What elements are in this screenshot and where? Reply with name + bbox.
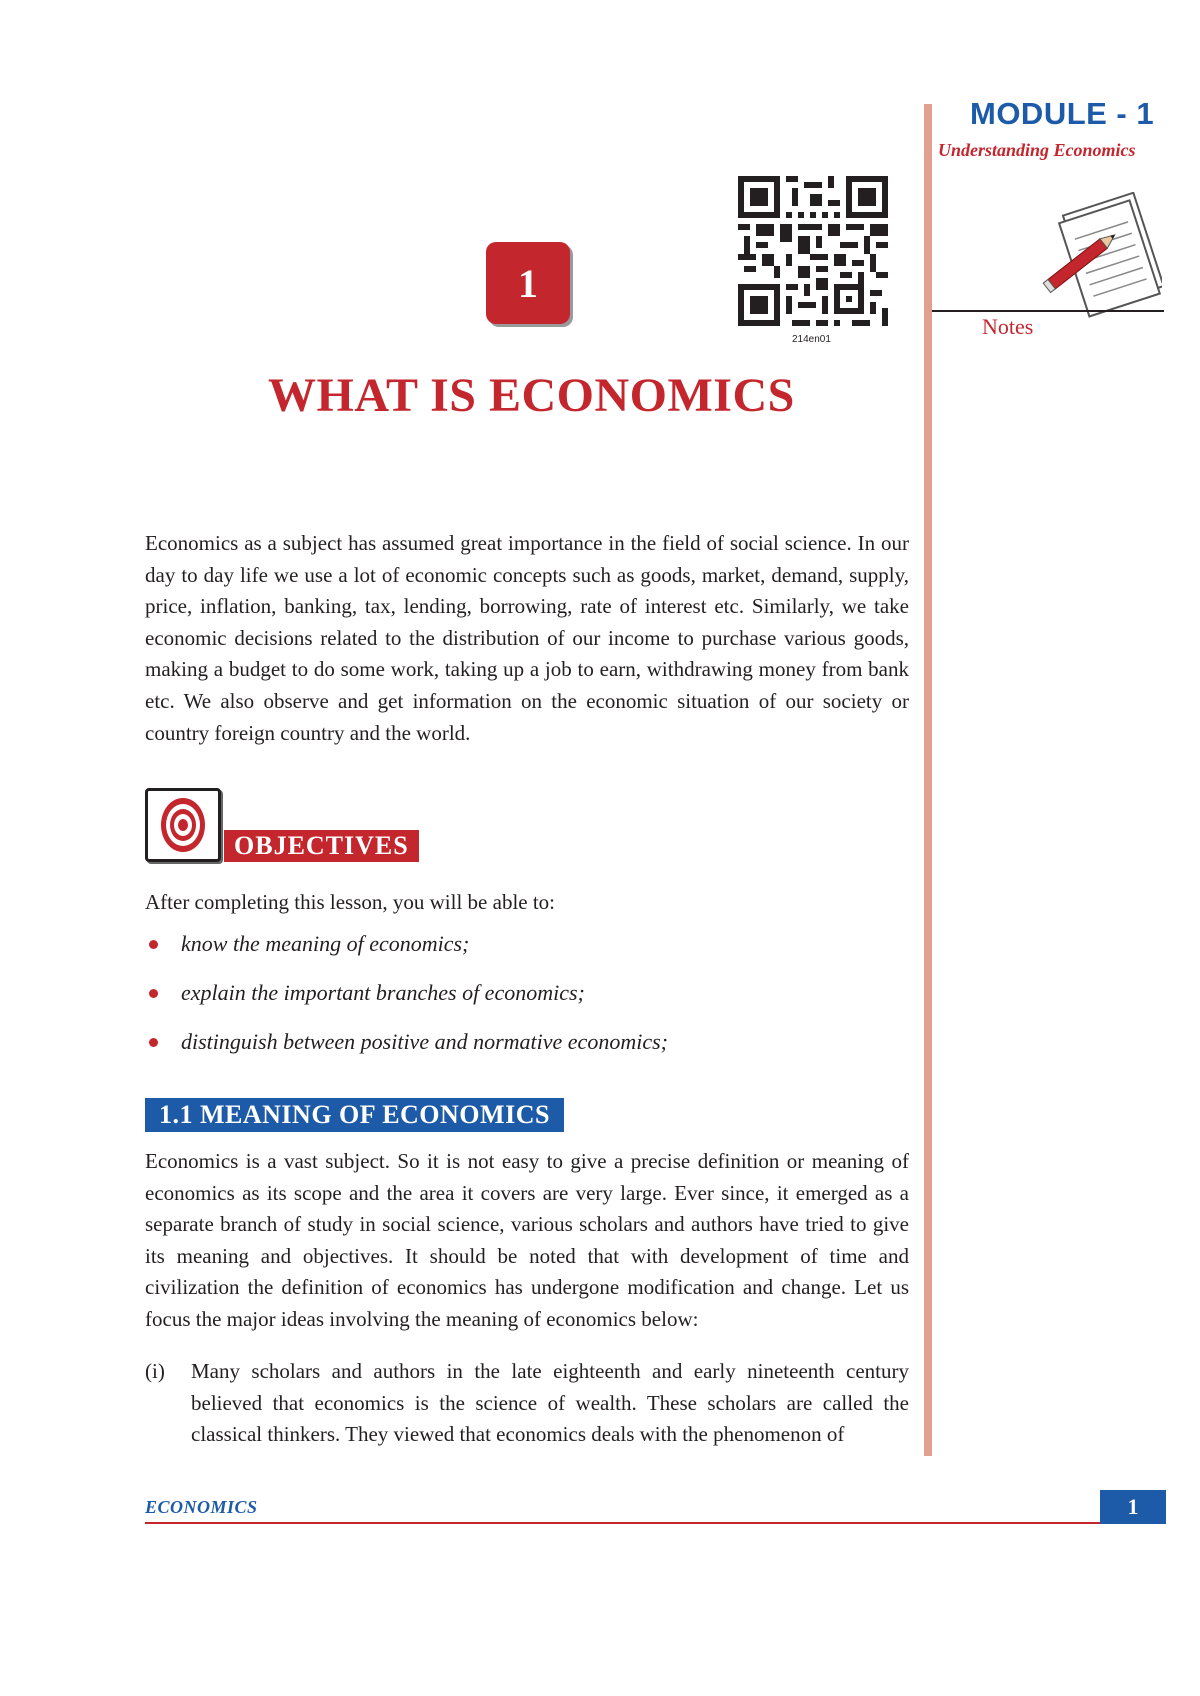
item-number: (i): [145, 1359, 165, 1383]
list-item: explain the important branches of economics;: [145, 973, 668, 1022]
section-heading: 1.1 MEANING OF ECONOMICS: [145, 1098, 564, 1132]
module-title: MODULE - 1: [970, 96, 1155, 131]
chapter-title: WHAT IS ECONOMICS: [268, 369, 795, 422]
module-subtitle: Understanding Economics: [938, 140, 1136, 160]
section-paragraph: Economics is a vast subject. So it is not easy to give a precise definition or meaning of economics as its scope and the area it covers are very large. Ever since, it emerged as a separate branch of study in social science, various scholars and authors have tried to give its meaning and objectives. It should be noted that with development of time and civilization the definition of economics has undergone modification and change. Let us focus the major ideas involving the meaning of economics below:: [145, 1149, 909, 1331]
page-number: 1: [1100, 1490, 1166, 1524]
notes-divider: [932, 310, 1164, 312]
margin-rule: [924, 104, 932, 1456]
bullet-icon: [149, 989, 158, 998]
bullet-icon: [149, 1038, 158, 1047]
notes-label: Notes: [982, 314, 1034, 339]
numbered-item: [145, 1356, 909, 1451]
list-item: know the meaning of economics;: [145, 924, 668, 973]
qr-code-icon: [738, 176, 888, 331]
intro-paragraph: Economics as a subject has assumed great importance in the field of social science. In our day to day life we use a lot of economic concepts such as goods, market, demand, supply, price, inflation, banking, tax, lending, borrowing, rate of interest etc. Similarly, we take economic decisions related to the distribution of our income to purchase various goods, making a budget to do some work, taking up a job to earn, withdrawing money from bank etc. We also observe and get information on the economic situation of our society or country foreign country and the world.: [145, 531, 909, 745]
objectives-list: [145, 924, 668, 1071]
target-icon: [145, 788, 221, 862]
chapter-number-badge: 1: [486, 242, 570, 324]
objectives-lead: After completing this lesson, you will be able to:: [145, 890, 556, 914]
bullet-icon: [149, 940, 158, 949]
footer-label: ECONOMICS: [145, 1497, 258, 1517]
qr-code-label: 214en01: [792, 334, 831, 345]
objectives-heading: OBJECTIVES: [224, 830, 419, 862]
notes-pencil-icon: [1040, 192, 1162, 323]
footer-rule: [145, 1522, 1100, 1524]
item-text: Many scholars and authors in the late eighteenth and early nineteenth century believed that economics is the science of wealth. These scholars are called the classical thinkers. They viewed that economics deals with the phenomenon of: [191, 1359, 909, 1447]
list-item: distinguish between positive and normative economics;: [145, 1022, 668, 1071]
